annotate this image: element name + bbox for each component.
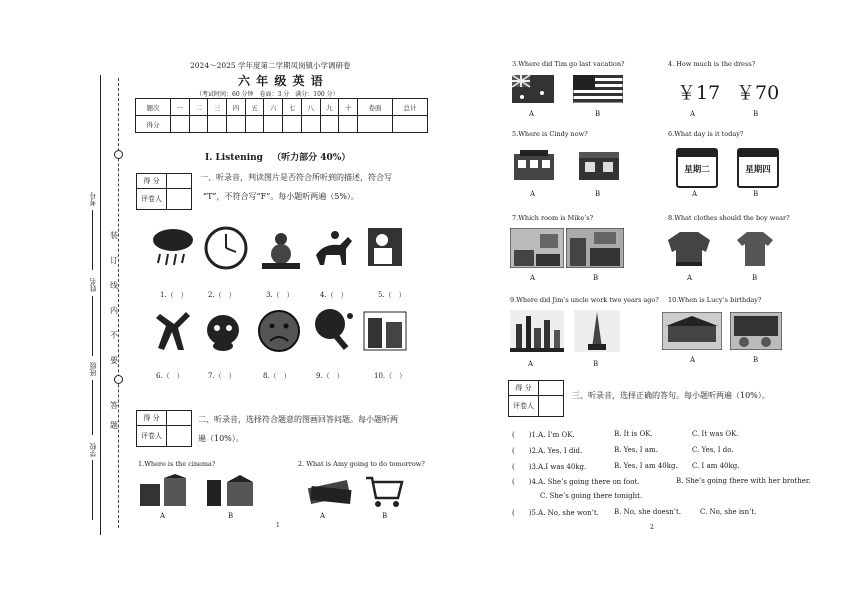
score-input-cell[interactable] <box>301 116 320 133</box>
grader-cell[interactable] <box>539 396 564 417</box>
field-school: 学校 <box>89 443 97 457</box>
question-number: 9.（ ） <box>316 372 344 380</box>
option-label: B <box>595 190 601 198</box>
score-input-cell[interactable] <box>264 116 283 133</box>
score-cell: 四 <box>227 99 246 116</box>
score-table-header-row <box>136 99 428 116</box>
binding-line-outer <box>100 75 101 535</box>
score-cell: 一 <box>170 99 189 116</box>
seal-dot <box>114 150 123 159</box>
sweater-icon <box>666 228 712 268</box>
national-day-icon <box>662 312 722 350</box>
score-input-cell[interactable] <box>189 116 208 133</box>
option-label: B <box>752 274 758 282</box>
tower-icon <box>574 310 620 352</box>
grader-score-label: 得 分 <box>509 381 539 396</box>
question-number: 10.（ ） <box>374 372 407 380</box>
score-input-cell[interactable] <box>208 116 227 133</box>
grader-cell[interactable] <box>167 426 192 447</box>
answer-choice: C. She’s going there tonight. <box>540 492 643 500</box>
question-text: 2. What is Amy going to do tomorrow? <box>298 460 425 468</box>
question-number: 5.（ ） <box>378 291 406 299</box>
buildings-b-icon <box>205 474 257 508</box>
option-label: A <box>692 190 698 198</box>
score-table <box>135 98 428 133</box>
classroom-board-icon <box>730 312 782 350</box>
australia-flag-icon <box>512 75 554 103</box>
option-label: A <box>690 110 696 118</box>
question-text: 9.Where did Jim’s uncle work two years ago? <box>510 296 659 304</box>
question-text: 10.When is Lucy’s birthday? <box>668 296 762 304</box>
price-b: ￥70 <box>736 82 780 104</box>
buildings-a-icon <box>138 474 190 508</box>
option-label: A <box>529 110 535 118</box>
grader-cell[interactable] <box>167 189 192 210</box>
exam-info: （考试时间：60 分钟 卷面：3 分 满分：100 分） <box>196 91 339 98</box>
seal-dot <box>114 375 123 384</box>
question-number: 8.（ ） <box>263 372 291 380</box>
seal-char: 线 <box>110 281 118 290</box>
score-table-score-row <box>136 116 428 133</box>
score-input-cell[interactable] <box>320 116 339 133</box>
option-label: B <box>753 356 759 364</box>
answer-choice: B. Yes, I am. <box>614 446 658 454</box>
scarf-icon <box>150 308 196 354</box>
grader-score-cell[interactable] <box>539 381 564 396</box>
question-number: 3.（ ） <box>266 291 294 299</box>
part3-instruction: 三、听录音，选择正确的答句。每小题听两遍（10%）。 <box>572 391 770 400</box>
answer-choice: C. I am 40kg. <box>692 462 740 470</box>
calendar-header <box>739 150 777 157</box>
answer-choice: B. It is OK. <box>614 430 653 438</box>
answer-choice: B. She’s going there with her brother. <box>676 477 811 485</box>
seal-char: 订 <box>110 256 118 265</box>
seal-char: 要 <box>110 356 118 365</box>
field-line <box>92 460 93 520</box>
seal-char: 装 <box>110 231 118 240</box>
question-text: 8.What clothes should the boy wear? <box>668 214 790 222</box>
t-shirt-icon <box>735 230 775 268</box>
seal-char: 不 <box>110 331 118 340</box>
field-line <box>92 296 93 356</box>
question-text: 4. How much is the dress? <box>668 60 756 68</box>
grader-label: 评卷人 <box>509 396 539 417</box>
section-title-en: I. Listening <box>205 153 263 163</box>
field-name: 姓名 <box>89 278 97 292</box>
score-input-cell[interactable] <box>245 116 264 133</box>
section-title <box>205 150 350 163</box>
score-input-cell[interactable] <box>227 116 246 133</box>
question-text: 1.Where is the cinema? <box>138 460 216 468</box>
horse-rider-icon <box>310 225 356 271</box>
option-label: A <box>687 274 693 282</box>
answer-choice: ( )4.A. She’s going there on foot. <box>512 478 640 486</box>
city-skyline-icon <box>510 310 564 352</box>
answer-choice: C. No, she isn’t. <box>700 508 757 516</box>
option-label: B <box>228 512 234 520</box>
score-cell: 八 <box>301 99 320 116</box>
calendar-day-a: 星期二 <box>684 165 710 175</box>
tickets-icon <box>305 474 355 508</box>
score-cell: 六 <box>264 99 283 116</box>
snowman-icon <box>258 225 304 271</box>
seal-char: 答 <box>110 401 118 410</box>
grader-score-label: 得 分 <box>137 174 167 189</box>
answer-choice: ( )3.A.I was 40kg. <box>512 463 587 471</box>
question-number: 7.（ ） <box>208 372 236 380</box>
clock-icon <box>203 225 249 271</box>
price-a: ￥17 <box>677 82 721 104</box>
option-label: B <box>595 110 601 118</box>
field-class: 班级 <box>89 362 97 376</box>
score-cell: 五 <box>245 99 264 116</box>
part1-instruction: “T”，不符合写“F”。每小题听两遍（5%）。 <box>203 192 359 201</box>
room-a-icon <box>510 228 564 268</box>
grader-score-cell[interactable] <box>167 411 192 426</box>
field-exam-number: 考号 <box>89 192 97 206</box>
question-text: 5.Where is Cindy now? <box>512 130 588 138</box>
sad-face-icon <box>256 308 302 354</box>
score-input-cell[interactable] <box>392 116 427 133</box>
score-input-cell[interactable] <box>170 116 189 133</box>
option-label: B <box>382 512 388 520</box>
question-text: 3.Where did Tim go last vacation? <box>512 60 625 68</box>
calendar-day-b: 星期四 <box>745 165 771 175</box>
rain-cloud-icon <box>150 225 196 271</box>
part1-instruction: 一、听录音，判读图片是否符合所听到的描述，符合写 <box>200 173 392 182</box>
shopping-cart-icon <box>364 474 404 508</box>
option-label: A <box>528 360 534 368</box>
option-label: A <box>530 274 536 282</box>
section-title-note: （听力部分 40%） <box>272 153 351 163</box>
ping-pong-paddle-icon <box>310 306 356 354</box>
seal-line <box>118 78 120 528</box>
score-cell: 九 <box>320 99 339 116</box>
grader-box <box>508 380 564 417</box>
field-line <box>92 380 93 435</box>
score-cell: 三 <box>208 99 227 116</box>
answer-choice: C. It was OK. <box>692 430 739 438</box>
score-input-cell[interactable] <box>283 116 302 133</box>
grader-score-cell[interactable] <box>167 174 192 189</box>
seal-char: 题 <box>110 421 118 430</box>
score-input-cell[interactable] <box>357 116 392 133</box>
option-label: B <box>753 190 759 198</box>
score-cell: 十 <box>339 99 358 116</box>
question-text: 6.What day is it today? <box>668 130 744 138</box>
option-label: B <box>593 274 599 282</box>
score-cell: 总计 <box>392 99 427 116</box>
part2-instruction: 遍（10%）。 <box>198 434 244 443</box>
question-number: 1.（ ） <box>160 291 188 299</box>
bookstore-icon <box>512 148 556 182</box>
option-label: B <box>593 360 599 368</box>
option-label: A <box>530 190 536 198</box>
seal-char: 内 <box>110 306 118 315</box>
room-b-icon <box>566 228 624 268</box>
answer-choice: ( )5.A. No, she won’t. <box>512 509 599 517</box>
dog-icon <box>200 308 246 354</box>
option-label: B <box>753 110 759 118</box>
usa-flag-icon <box>573 75 623 103</box>
score-input-cell[interactable] <box>339 116 358 133</box>
option-label: A <box>320 512 326 520</box>
score-cell: 卷面 <box>357 99 392 116</box>
option-label: A <box>160 512 166 520</box>
people-scene-icon <box>362 308 408 354</box>
score-cell: 二 <box>189 99 208 116</box>
field-line <box>92 210 93 270</box>
answer-choice: ( )1.A. I’m OK. <box>512 431 575 439</box>
answer-choice: C. Yes, I do. <box>692 446 734 454</box>
subject-title: 六 年 级 英 语 <box>238 74 324 88</box>
grader-box <box>136 173 192 210</box>
calendar-header <box>678 150 716 157</box>
score-cell: 题次 <box>136 99 171 116</box>
grader-label: 评卷人 <box>137 426 167 447</box>
answer-choice: B. Yes, I am 40kg. <box>614 462 678 470</box>
score-cell: 得分 <box>136 116 171 133</box>
question-number: 4.（ ） <box>320 291 348 299</box>
scientist-icon <box>362 222 408 270</box>
question-text: 7.Which room is Mike’s? <box>512 214 594 222</box>
part2-instruction: 二、听录音，选择符合题意的图画回答问题。每小题听两 <box>198 415 398 424</box>
score-cell: 七 <box>283 99 302 116</box>
page-number: 2 <box>650 524 654 531</box>
grader-box <box>136 410 192 447</box>
calendar-a-icon <box>676 148 718 188</box>
question-number: 6.（ ） <box>156 372 184 380</box>
answer-choice: B. No, she doesn’t. <box>614 508 682 516</box>
restaurant-icon <box>577 148 621 182</box>
answer-choice: ( )2.A. Yes, I did. <box>512 447 583 455</box>
grader-score-label: 得 分 <box>137 411 167 426</box>
grader-label: 评卷人 <box>137 189 167 210</box>
calendar-b-icon <box>737 148 779 188</box>
exam-title: 2024～2025 学年度第二学期凤岗镇小学调研卷 <box>190 61 351 70</box>
option-label: A <box>690 356 696 364</box>
question-number: 2.（ ） <box>208 291 236 299</box>
page-number: 1 <box>276 522 280 529</box>
